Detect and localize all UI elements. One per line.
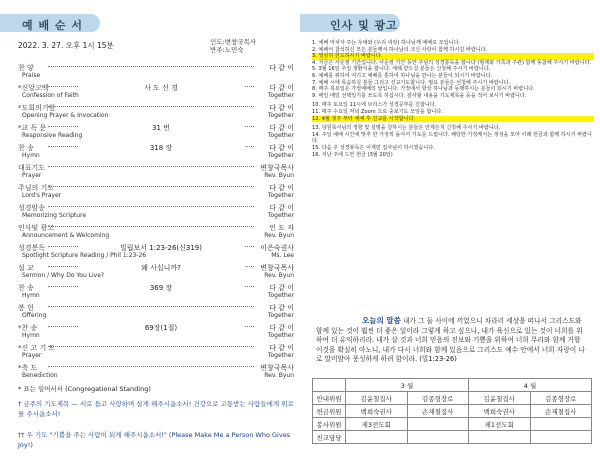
order-leader: 다 같 이 [269, 144, 294, 152]
duty-month-april: 4 월 [469, 379, 592, 392]
order-leader-en: Together [267, 352, 294, 359]
order-leader-en: Ms. Lee [271, 252, 294, 259]
order-leader-dots [48, 166, 254, 167]
order-detail: 318 장 [78, 143, 244, 153]
order-title-en: Announcement & Welcoming [22, 232, 110, 239]
duty-row [313, 392, 592, 405]
order-of-worship [18, 63, 294, 383]
announcement-item: 1. 예배 마치자 주는 우애와 (우리 여럿) 하나님께 예배로 모입니다. [312, 40, 461, 46]
announcement-item: 2. 예배어 참석하신 모든 분들께서 하나님의 크신 사랑이 함께 하시길 바랍니다. [312, 46, 488, 53]
order-title: *축 도 [18, 364, 38, 372]
duty-roster [312, 378, 592, 444]
announcement-item: 14. 주일 예배 시간에 맞추 한 가정씩 돌아서 기도를 드립니다. 해당한 가정께서는 정성을 모아 이례 헌금과 함께 하시기 바랍니다. [312, 131, 592, 145]
announcement-item: 13. 딩원목사님의 정향 및 설명을 칭하시는 분들은 언제든지 신청해 주시기 바랍니다. [312, 125, 501, 132]
duty-header-row [313, 379, 592, 392]
order-item [18, 283, 294, 303]
service-leaders [210, 38, 256, 54]
duty-header-blank [313, 379, 346, 392]
order-leader-dots [48, 206, 254, 207]
order-title-en: Opening Prayer & Invocation [22, 112, 109, 119]
duty-label: 안내위원 [313, 392, 346, 405]
order-title: 인사및 광고 [18, 224, 55, 232]
announcement-item: 16. 지난 주에 드린 헌금 (3월 20일) [312, 151, 393, 158]
order-title: *신 고 기 도 [18, 344, 56, 352]
duty-cell [407, 431, 469, 444]
order-title-en: Benediction [22, 372, 58, 379]
announcement-item: 9. 매일 매일 선택일기를 쓰도록 하십시다. 감사할 내용을 기도제목을 등을 적어 보시기 바랍니다. [312, 92, 527, 99]
order-item [18, 83, 294, 103]
duty-cell [407, 418, 469, 431]
order-leader-en: Together [267, 312, 294, 319]
order-item [18, 343, 294, 363]
right-banner-title: 인사 및 광고 [330, 19, 398, 32]
duty-cell: 손재철집사 [530, 405, 592, 418]
order-title: 주님의 기도 [18, 184, 55, 192]
order-item [18, 123, 294, 143]
order-title: 봉 헌 [18, 304, 34, 312]
announcement-item: 10. 매주 토요일 11시에 브리스가 성경공부를 진합니다. [312, 102, 437, 109]
order-leader-en: Together [267, 292, 294, 299]
duty-cell [469, 431, 531, 444]
order-title: 찬 양 [18, 64, 34, 72]
order-leader-en: Rev. Byun [264, 172, 294, 179]
prayer-motto: †† 우 기도 "기쁨을 주는 사람이 되게 해주시옵소서!" (Please Make Me a Person Who Gives Joy!) [18, 431, 291, 449]
order-title-en: Hymn [22, 152, 40, 159]
order-detail: 69장(1절) [78, 323, 244, 333]
order-item [18, 163, 294, 183]
order-leader: 이은숙권사 [260, 244, 294, 252]
announcement-item: 12. 4월 첫주 부터 에에 후 친교를 시작합니다. [312, 116, 594, 123]
duty-row [313, 405, 592, 418]
order-title-en: Hymn [22, 332, 40, 339]
duty-cell: 김윤철집사 [469, 392, 531, 405]
order-leader-en: Together [267, 332, 294, 339]
order-leader: 다 같 이 [269, 284, 294, 292]
order-detail: 31 번 [78, 123, 244, 133]
order-leader: 다 같 이 [269, 84, 294, 92]
order-title: 설 교 [18, 264, 34, 272]
order-title: 대표기도 [18, 164, 46, 172]
order-leader: 다 같 이 [269, 104, 294, 112]
order-leader-en: Rev. Byun [264, 372, 294, 379]
order-item [18, 363, 294, 383]
order-item [18, 243, 294, 263]
order-title: 성경암송 [18, 204, 46, 212]
announcements [312, 40, 594, 158]
order-title: 찬 송 [18, 144, 34, 152]
order-leader-dots [48, 306, 254, 307]
order-item [18, 223, 294, 243]
order-title-en: Offering [22, 312, 47, 319]
duty-cell: 제3전도회 [346, 418, 408, 431]
order-title-en: Prayer [22, 172, 42, 179]
order-item [18, 323, 294, 343]
order-detail: 빌립보서 1:23-26(신319) [78, 243, 244, 253]
order-leader-dots [48, 66, 254, 67]
order-leader-en: Together [267, 112, 294, 119]
duty-cell: 제1전도회 [469, 418, 531, 431]
order-title: *도회의기원 [18, 104, 56, 112]
order-title-en: Hymn [22, 292, 40, 299]
order-title-en: Lord's Prayer [22, 192, 62, 199]
order-item [18, 63, 294, 83]
order-leader: 다 같 이 [269, 184, 294, 192]
order-leader: 다 같 이 [269, 204, 294, 212]
duty-cell: 김윤철집사 [346, 392, 408, 405]
duty-cell: 백희숙권사 [346, 405, 408, 418]
order-leader: 다 같 이 [269, 304, 294, 312]
order-title-en: Sermon / Why Do You Live? [22, 272, 105, 279]
service-date: 2022. 3. 27. 오후 1시 15분 [18, 41, 114, 50]
announcement-item: 5. 3월 16일 주일 생환식을 합니다. 세례 받으실 분들은 신청해 주시기 바랍니다. [312, 66, 491, 73]
order-leader-en: Rev. Byun [264, 272, 294, 279]
order-title-en: Prayer [22, 352, 42, 359]
order-leader: 변창국목사 [260, 264, 294, 272]
order-item [18, 203, 294, 223]
announcement-item: 11. 매주 수요일 저녁 Zoom 으로 중보기도 모임을 합니다. [312, 108, 443, 115]
order-leader: 변창국목사 [260, 364, 294, 372]
order-title: *신앙고백 [18, 84, 49, 92]
order-title-en: Praise [22, 72, 41, 79]
verse-title: 오늘의 말씀 [362, 316, 401, 325]
duty-month-march: 3 월 [346, 379, 469, 392]
duty-row [313, 431, 592, 444]
verse-text: 내가 그 둘 사이에 끼었으니 차라리 세상을 떠나서 그리스도와 함께 있는 것이 훨씬 더 좋은 일이라 그렇게 하고 싶으나, 내가 육신으로 있는 것이 너희를 위하여 더 유익하리라. 내가 살 것과 너희 믿음의 진보와 기쁨을 위하여 너희 무리와 함께 거할 이것을 확실히 아노니, 내가 다시 너희와 함께 있음으로 그리스도 예수 안에서 너희 자랑이 나로 말미암아 풍성하게 하려 함이라. (빌1:23-26) [316, 317, 585, 363]
order-leader-en: Together [267, 212, 294, 219]
order-leader: 인 도 자 [269, 224, 294, 232]
order-title-en: Memorizing Scripture [22, 212, 87, 219]
order-leader-en: Together [267, 132, 294, 139]
order-leader-dots [48, 226, 254, 227]
order-title: *찬 송 [18, 324, 38, 332]
order-leader-dots [48, 346, 254, 347]
duty-label: 헌금위원 [313, 405, 346, 418]
order-leader-en: Together [267, 92, 294, 99]
order-leader-en: Together [267, 152, 294, 159]
order-detail: 사 도 신 경 [78, 83, 244, 93]
order-leader-dots [48, 106, 254, 107]
order-title-en: Confession of Faith [22, 92, 79, 99]
standing-note: * 표는 일어서서 (Congregational Standing) [18, 385, 151, 393]
left-banner-title: 예 배 순 서 [22, 19, 83, 32]
order-leader-en: Together [267, 192, 294, 199]
duty-cell: 백희숙권사 [469, 405, 531, 418]
order-title: 성경봉독 [18, 244, 46, 252]
order-item [18, 103, 294, 123]
order-detail: 왜 사십니까? [78, 263, 244, 273]
leader-line: 인도:변창국목사 [210, 38, 257, 46]
todays-verse [316, 316, 588, 365]
order-title-en: Responsive Reading [22, 132, 83, 139]
duty-cell: 김종형장로 [530, 392, 592, 405]
order-leader: 다 같 이 [269, 64, 294, 72]
accompanist-line: 반주:노민숙 [210, 46, 244, 54]
order-item [18, 303, 294, 323]
order-leader: 다 같 이 [269, 324, 294, 332]
order-title-en: Spotlight Scripture Reading / Phil 1:23-26 [22, 252, 147, 259]
duty-cell [530, 431, 592, 444]
announcement-item: 8. 매주 목요일은 가정예배의 날입니다. 가정에서 항상 하나님과 동행하시는 분들이 되시기 바랍니다. [312, 86, 535, 93]
announcement-item: 3. 열심히 헌도하시기 바랍니다. [312, 53, 594, 60]
order-leader: 다 같 이 [269, 344, 294, 352]
announcement-item: 15. 다음 주 성경봉독은 이재민 집사님이 하시겠습니다. [312, 144, 435, 151]
order-item [18, 263, 294, 283]
announcement-item: 7. 예배 시에 목숨하실 분들 그리고 선교기도합니다. 필요 분들은 선청해 주시기 바랍니다. [312, 79, 511, 86]
duty-cell: 손재철집사 [407, 405, 469, 418]
duty-cell: 김종형장로 [407, 392, 469, 405]
duty-cell [346, 431, 408, 444]
order-title: *교 독 문 [18, 124, 47, 132]
weekly-prayer: † 금주의 기도제목 — 서로 돕고 사랑하며 살게 해주시옵소서! 건강으로 고통받는 사람들에게 위로를 주시옵소서! [18, 400, 294, 418]
announcement-item: 4. 지금은 사순절 기간입니다. 사순절 기간 동안 주님의 성경통독을 합니다 (형제와 가족과 주관) 함께 동참해 주시기 바랍니다. [312, 59, 592, 66]
duty-row [313, 418, 592, 431]
order-leader: 변창국목사 [260, 164, 294, 172]
announcement-item: 6. 예배를 위하여 여기고 예배를 통하여 하나님을 만나는 분들이 되시기 바랍니다. [312, 72, 493, 79]
order-leader-dots [48, 186, 254, 187]
order-item [18, 183, 294, 203]
order-item [18, 143, 294, 163]
order-leader: 다 같 이 [269, 124, 294, 132]
order-title: 찬 송 [18, 284, 34, 292]
order-leader-dots [48, 366, 254, 367]
order-detail: 369 장 [78, 283, 244, 293]
duty-label: 봉사위원 [313, 418, 346, 431]
duty-cell [530, 418, 592, 431]
duty-label: 친교담당 [313, 431, 346, 444]
order-leader-en: Rev. Byun [264, 232, 294, 239]
